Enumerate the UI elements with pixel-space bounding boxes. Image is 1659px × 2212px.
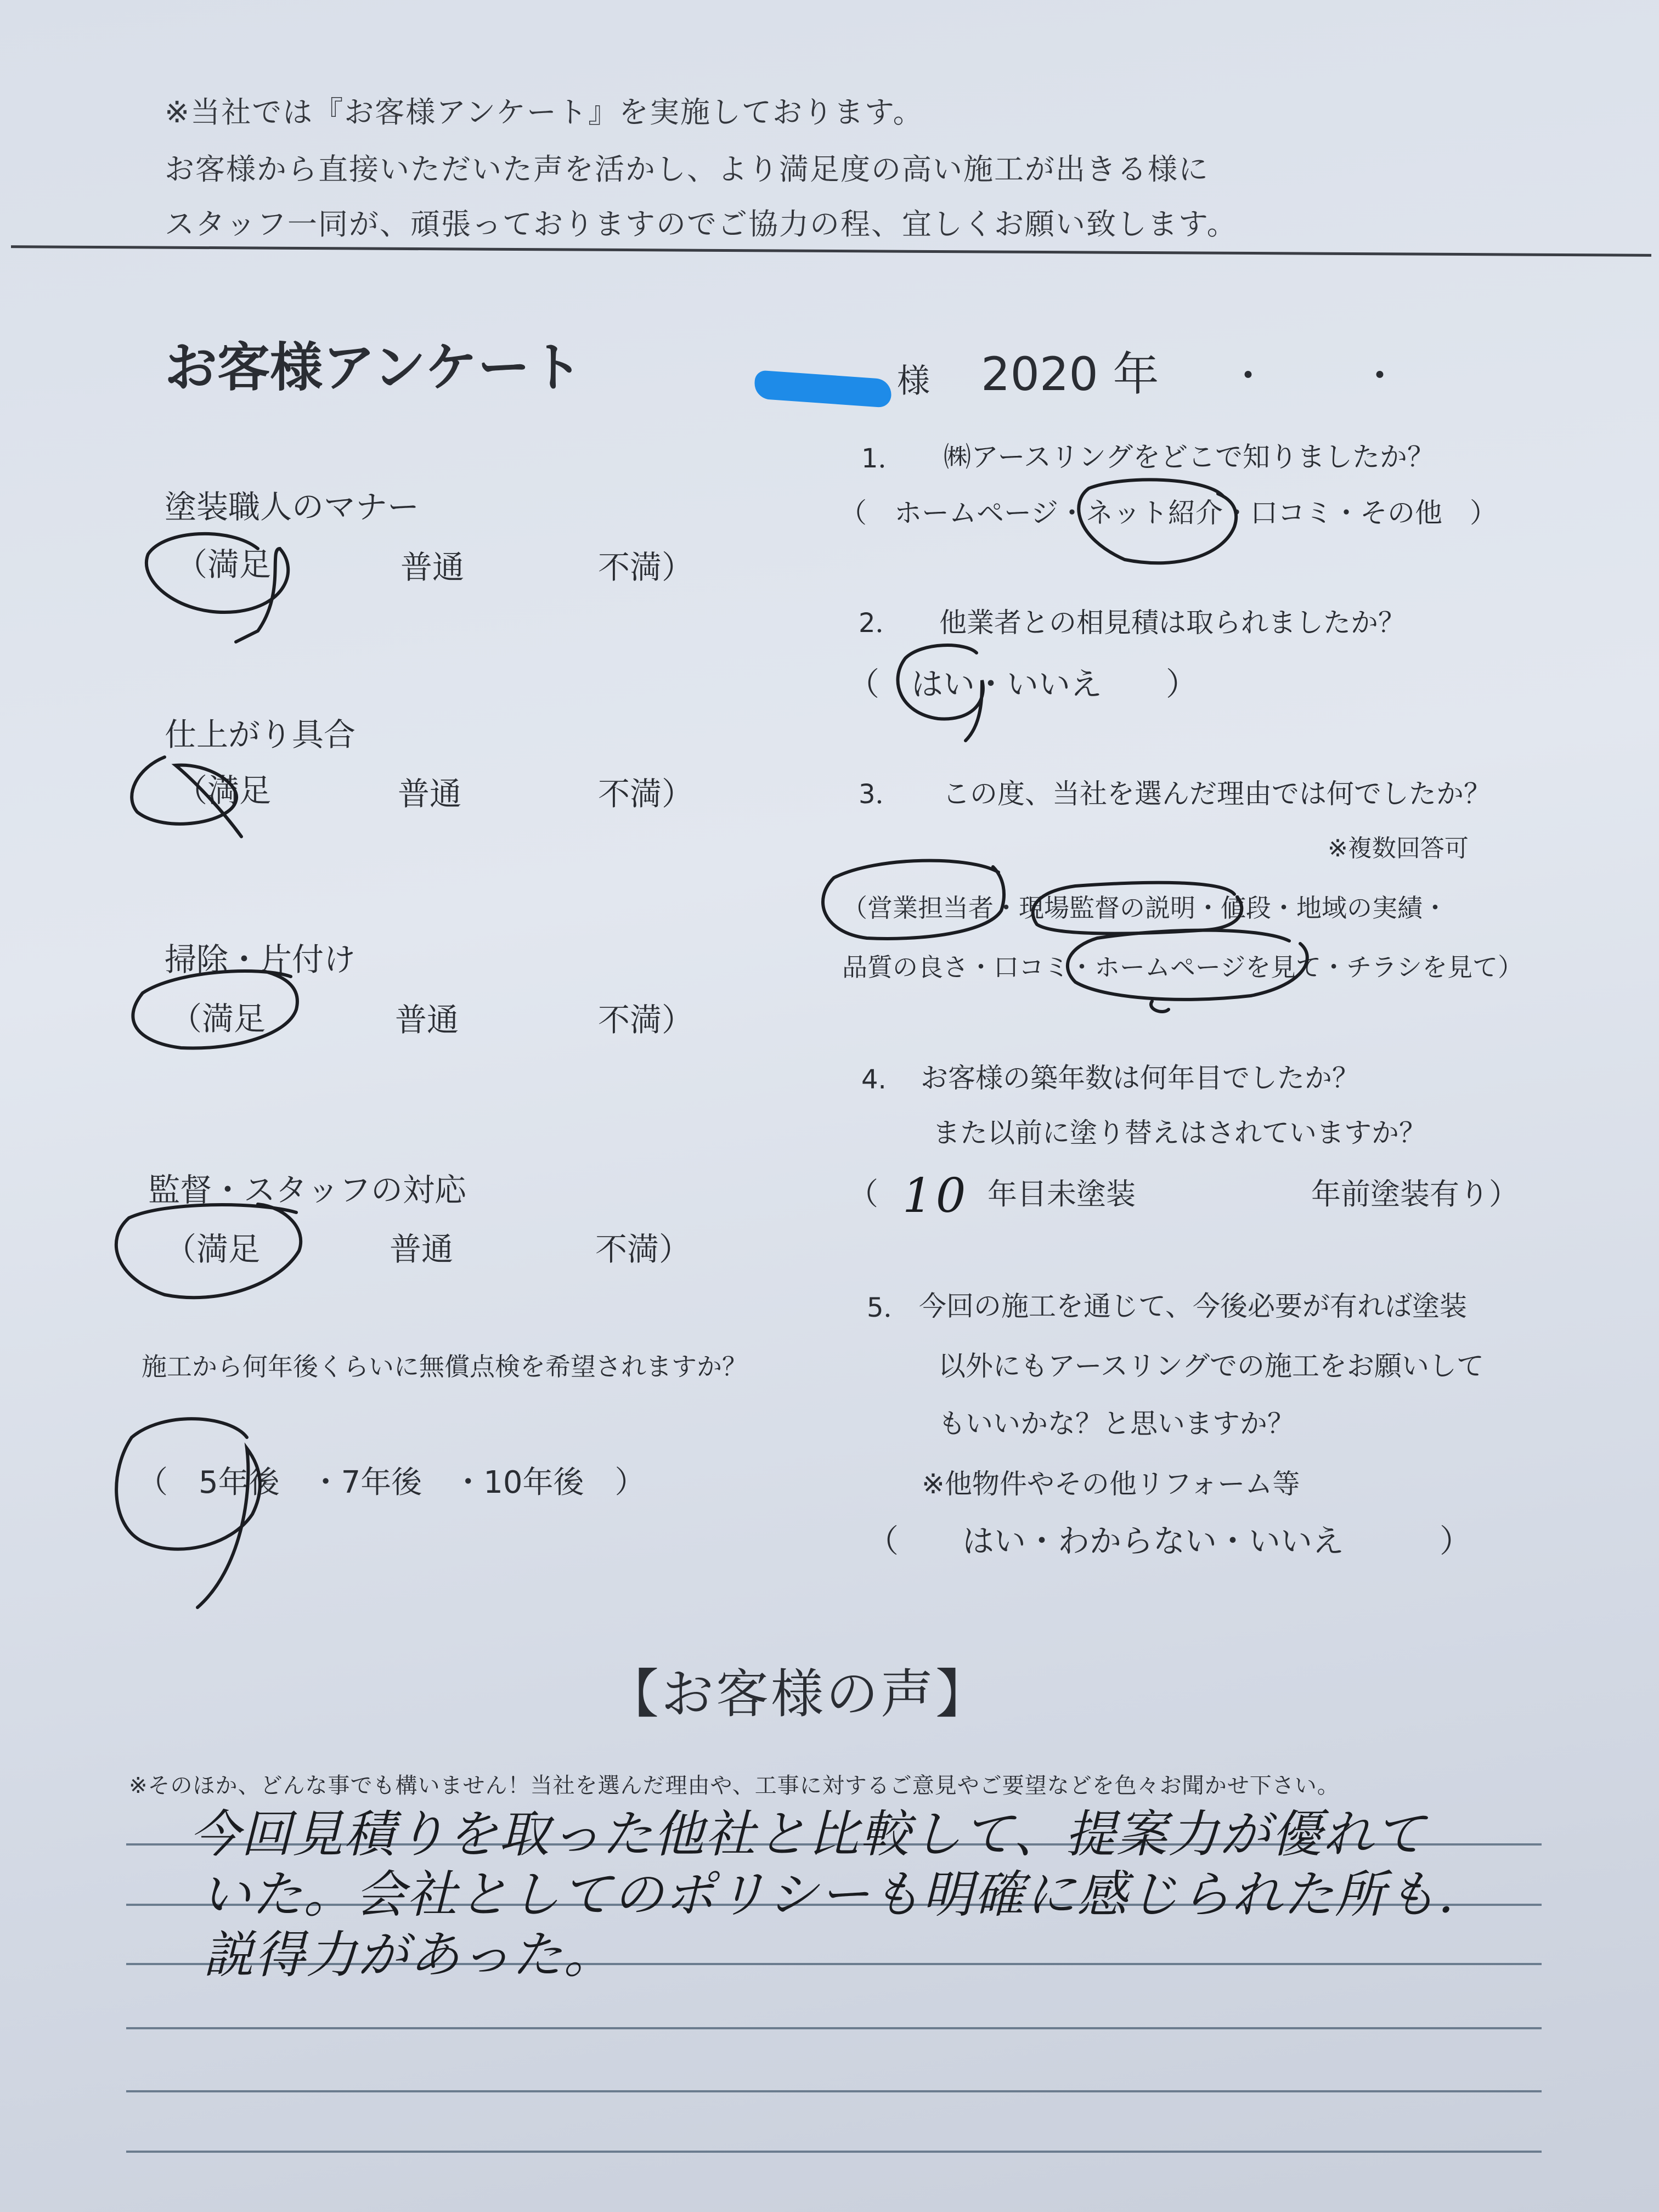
q4-number: 4.: [861, 1064, 887, 1095]
q-finish-heading: 仕上がり具合: [165, 716, 356, 753]
q-finish-opt-satisfied[interactable]: （満足: [176, 772, 272, 809]
q-cleanup-opt-normal[interactable]: 普通: [395, 1001, 459, 1039]
circle-mark-q3-homepage: [1068, 930, 1307, 1012]
q-staff-opt-unsatisfied[interactable]: 不満）: [595, 1231, 691, 1268]
q1-number: 1．: [861, 443, 905, 474]
q1-answer[interactable]: （ ホームページ・ネット紹介・口コミ・その他 ）: [839, 497, 1497, 529]
q4-open-paren: （: [848, 1177, 878, 1212]
q-staff-opt-satisfied[interactable]: （満足: [165, 1231, 261, 1268]
q4-handwritten-years[interactable]: 10: [902, 1169, 969, 1223]
q3-answer-line-2[interactable]: 品質の良さ・口コミ・ホームページを見て・チラシを見て）: [842, 952, 1523, 982]
q-cleanup-opt-unsatisfied[interactable]: 不満）: [598, 1001, 694, 1039]
q5-note: ※他物件やその他リフォーム等: [922, 1468, 1300, 1500]
q3-number: 3．: [859, 779, 902, 810]
voice-handwritten-line-3: 説得力があった。: [203, 1926, 616, 1984]
survey-year: 2020 年: [981, 347, 1159, 401]
circle-mark-manners: [146, 534, 288, 642]
q-staff-opt-normal[interactable]: 普通: [390, 1231, 454, 1268]
q-cleanup-opt-satisfied[interactable]: （満足: [170, 1000, 266, 1037]
inspection-question: 施工から何年後くらいに無償点検を希望されますか？: [142, 1352, 747, 1381]
voice-section-title: 【お客様の声】: [606, 1663, 990, 1725]
q2-number: 2．: [859, 608, 902, 639]
q-manners-opt-satisfied[interactable]: （満足: [176, 546, 272, 583]
date-blank-dots: ・・: [1229, 353, 1492, 398]
q4-text-2: また以前に塗り替えはされていますか？: [933, 1117, 1426, 1149]
q-cleanup-heading: 掃除・片付け: [165, 941, 356, 978]
q5-number: 5．: [867, 1293, 910, 1323]
page-title: お客様アンケート: [165, 337, 583, 398]
circle-mark-staff: [116, 1204, 301, 1297]
q5-text-3: もいいかな？と思いますか？: [938, 1408, 1295, 1440]
q3-note: ※複数回答可: [1328, 834, 1469, 862]
circle-mark-q3-sales: [823, 861, 1004, 939]
intro-line-1: ※当社では『お客様アンケート』を実施しております。: [165, 95, 924, 129]
q-manners-heading: 塗装職人のマナー: [165, 488, 420, 526]
inspection-answer[interactable]: （ 5年後 ・7年後 ・10年後 ）: [137, 1465, 646, 1500]
circle-mark-inspection: [116, 1419, 260, 1607]
voice-instruction-note: ※そのほか、どんな事でも構いません！当社を選んだ理由や、工事に対するご意見やご要望などを色々お聞かせ下さい。: [129, 1773, 1340, 1798]
q4-text-1: お客様の築年数は何年目でしたか？: [921, 1062, 1359, 1094]
voice-handwritten-line-1: 今回見積りを取った他社と比較して、提案力が優れて: [189, 1805, 1426, 1864]
q3-answer-line-1[interactable]: （営業担当者・現場監督の説明・値段・地域の実績・: [842, 893, 1448, 923]
circle-mark-finish: [132, 757, 241, 837]
q4-unit-unpainted: 年目未塗装: [988, 1177, 1136, 1211]
q1-text: ㈱アースリングをどこで知りましたか？: [944, 441, 1435, 473]
q5-text-2: 以外にもアースリングでの施工をお願いして: [938, 1350, 1484, 1382]
q2-text: 他業者との相見積は取られましたか？: [939, 607, 1406, 639]
voice-handwritten-line-2: いた。会社としてのポリシーも明確に感じられた所も.: [200, 1865, 1455, 1924]
q-staff-heading: 監督・スタッフの対応: [148, 1171, 467, 1209]
q-finish-opt-normal[interactable]: 普通: [398, 775, 462, 812]
q5-answer[interactable]: （ はい・わからない・いいえ ）: [867, 1522, 1472, 1560]
honorific: 様: [897, 362, 930, 400]
circle-mark-q1: [1079, 479, 1236, 563]
circle-mark-q2: [898, 645, 983, 741]
circle-mark-q3-manager: [1033, 883, 1242, 934]
q4-unit-repainted: 年前塗装有り）: [1311, 1177, 1519, 1211]
q-finish-opt-unsatisfied[interactable]: 不満）: [598, 775, 694, 812]
q3-text: この度、当社を選んだ理由では何でしたか？: [943, 778, 1491, 810]
q2-answer[interactable]: （ はい・いいえ ）: [848, 665, 1198, 703]
circle-mark-cleanup: [133, 971, 297, 1048]
intro-line-2: お客様から直接いただいた声を活かし、より満足度の高い施工が出きる様に: [165, 152, 1209, 187]
q-manners-opt-normal[interactable]: 普通: [400, 549, 465, 586]
q5-text-1: 今回の施工を通じて、今後必要が有れば塗装: [919, 1290, 1467, 1322]
intro-line-3: スタッフ一同が、頑張っておりますのでご協力の程、宜しくお願い致します。: [165, 207, 1238, 241]
q-manners-opt-unsatisfied[interactable]: 不満）: [598, 549, 694, 586]
